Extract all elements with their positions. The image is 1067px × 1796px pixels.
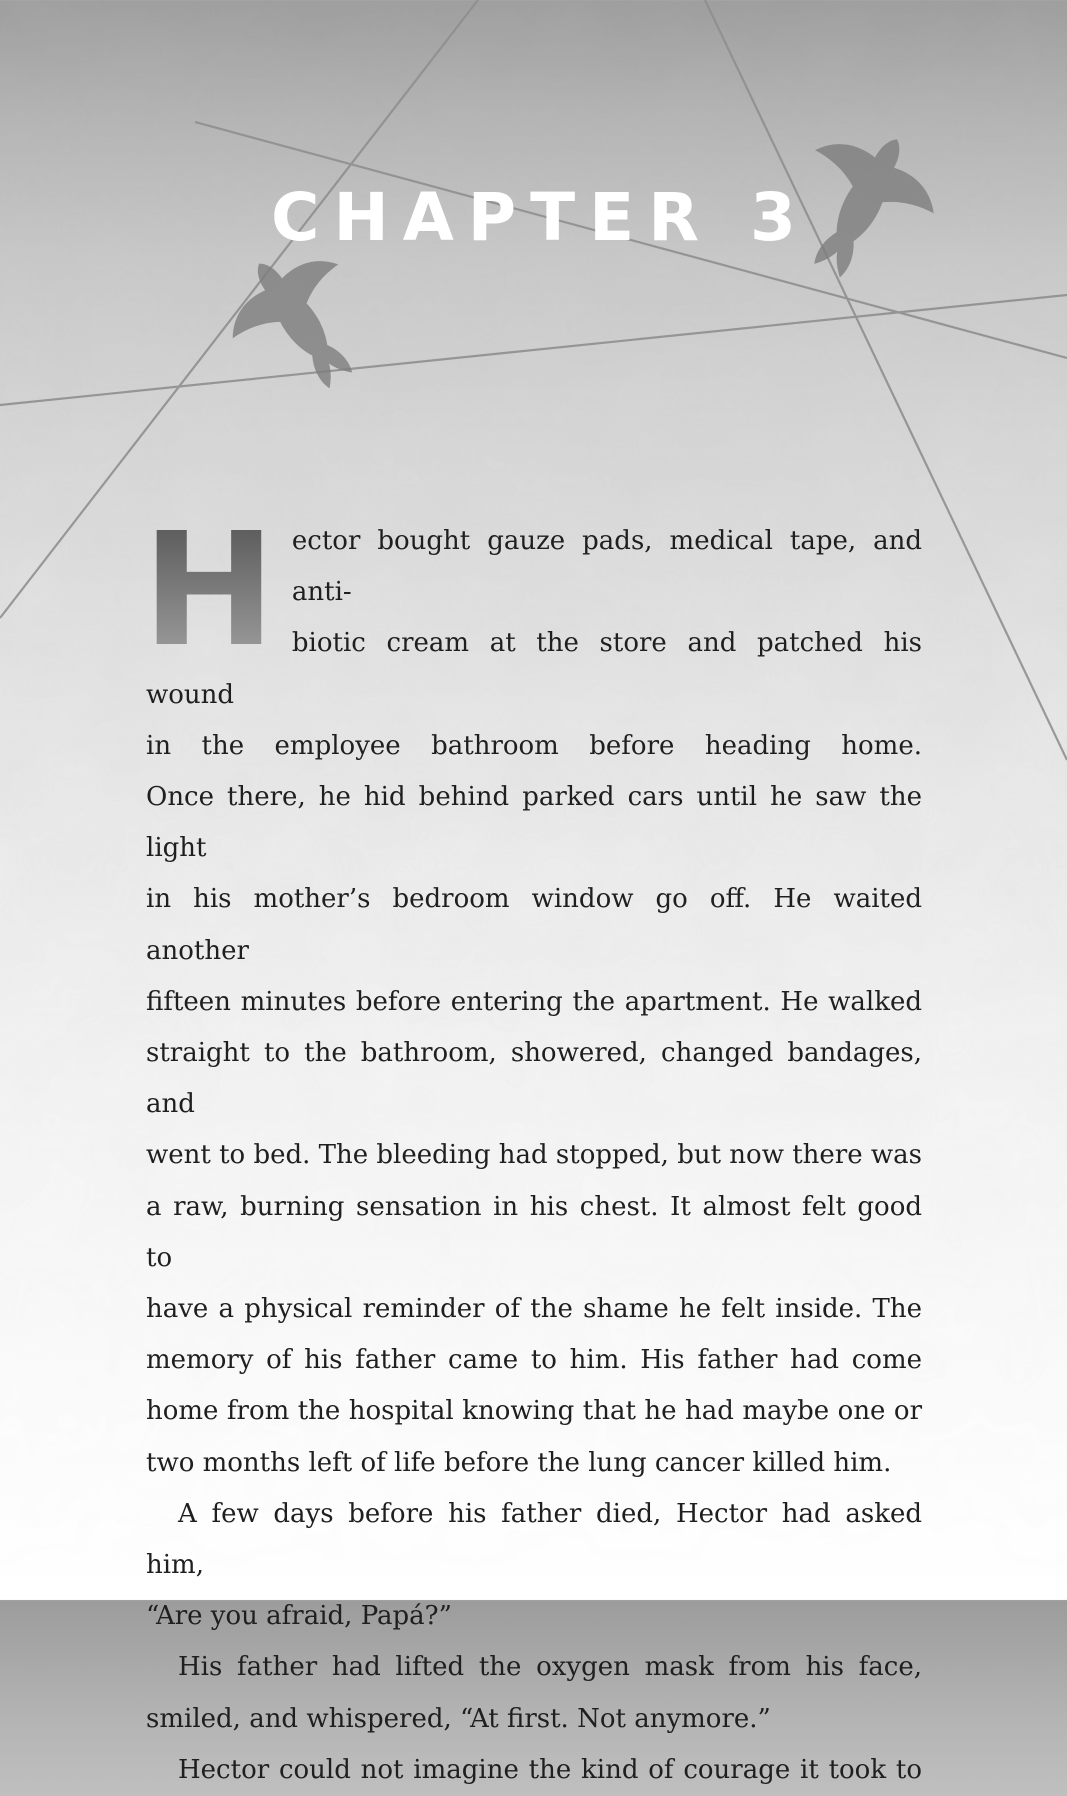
text-line: Once there, he hid behind parked cars until he saw the light	[146, 782, 922, 864]
text-line: memory of his father came to him. His father had come	[146, 1345, 922, 1376]
text-line: “Are you afraid, Papá?”	[146, 1601, 452, 1632]
text-line: A few days before his father died, Hector had asked him,	[146, 1498, 922, 1581]
text-line: home from the hospital knowing that he had maybe one or	[146, 1396, 922, 1427]
text-line: Hector could not imagine the kind of courage it took to	[178, 1754, 922, 1785]
text-line: fifteen minutes before entering the apartment. He walked	[146, 986, 922, 1017]
text-line: ector bought gauze pads, medical tape, and anti-	[291, 526, 922, 608]
text-line: went to bed. The bleeding had stopped, but now there was	[146, 1140, 922, 1171]
text-line: in the employee bathroom before heading home.	[146, 730, 922, 761]
drop-cap: H	[142, 495, 276, 682]
text-line: straight to the bathroom, showered, changed bandages, and	[146, 1038, 922, 1120]
paragraph-2	[146, 1489, 922, 1643]
text-line: a raw, burning sensation in his chest. It almost felt good to	[146, 1191, 922, 1273]
text-line: smiled, and whispered, “At first. Not anymore.”	[146, 1703, 771, 1734]
text-line: His father had lifted the oxygen mask from his face,	[178, 1652, 922, 1683]
text-line: have a physical reminder of the shame he felt inside. The	[146, 1294, 922, 1325]
paragraph-3	[146, 1642, 922, 1744]
chapter-title: CHAPTER 3	[271, 179, 810, 256]
chapter-body	[142, 495, 922, 1796]
text-line: in his mother’s bedroom window go off. He waited another	[146, 884, 922, 966]
text-line: two months left of life before the lung cancer killed him.	[146, 1447, 892, 1478]
text-line: biotic cream at the store and patched his wound	[146, 628, 922, 710]
paragraph-4	[146, 1745, 922, 1796]
